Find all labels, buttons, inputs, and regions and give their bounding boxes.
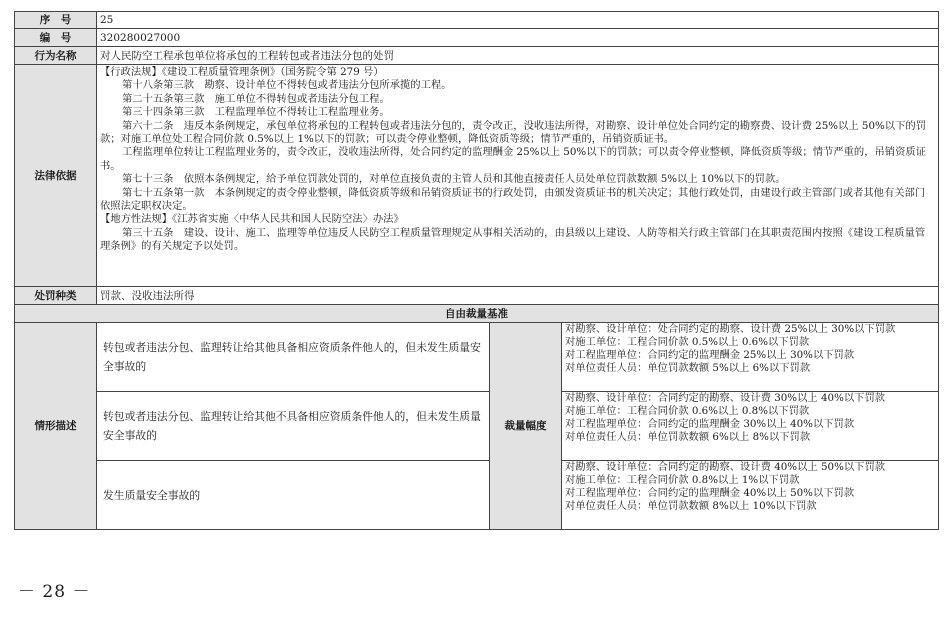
- range-line: 对勘察、设计单位：合同约定的勘察、设计费 30%以上 40%以下罚款: [565, 392, 886, 404]
- law-line: 第二十五条第三款 施工单位不得转包或者违法分包工程。: [122, 92, 390, 105]
- row-serial: [15, 12, 939, 29]
- row-behavior: [15, 47, 939, 65]
- range-line: 对工程监理单位：合同约定的监理酬金 25%以上 30%以下罚款: [565, 349, 855, 361]
- situation-desc: 发生质量安全事故的: [97, 461, 490, 530]
- range-line: 对勘察、设计单位：合同约定的勘察、设计费 40%以上 50%以下罚款: [565, 461, 886, 473]
- row-legal-basis: [15, 65, 939, 287]
- law-line: 第三十五条 建设、设计、施工、监理等单位违反人民防空工程质量管理规定从事相关活动的，由县级以上建设、人防等相关行政主管部门在其职责范围内按照《建设工程质量管理条例》的有关规定予以处罚。: [100, 226, 926, 253]
- law-line: 第十八条第三款 勘察、设计单位不得转包或者违法分包所承揽的工程。: [122, 79, 452, 92]
- penalty-type-value: 罚款、没收违法所得: [97, 287, 939, 305]
- range-line: 对施工单位：工程合同价款 0.8%以上 1%以下罚款: [565, 474, 800, 486]
- row-penalty-type: [15, 287, 939, 305]
- discretion-heading: 自由裁量基准: [15, 305, 939, 323]
- penalty-type-label: 处罚种类: [15, 287, 97, 305]
- law-line: 【地方性法规】《江苏省实施〈中华人民共和国人民防空法〉办法》: [100, 213, 404, 226]
- range-line: 对施工单位：工程合同价款 0.5%以上 0.6%以下罚款: [565, 336, 810, 348]
- law-line: 第三十四条第三款 工程监理单位不得转让工程监理业务。: [122, 106, 390, 119]
- range-cell: [562, 392, 939, 461]
- situation-row: [15, 392, 939, 461]
- situation-label: 情形描述: [15, 323, 97, 530]
- range-line: 对勘察、设计单位：处合同约定的勘察、设计费 25%以上 30%以下罚款: [565, 323, 896, 335]
- range-line: 对单位责任人员：单位罚款数额 5%以上 6%以下罚款: [565, 362, 811, 374]
- page-number: － 28 －: [18, 582, 91, 602]
- legal-basis-content: [97, 65, 939, 287]
- code-label: 编 号: [15, 29, 97, 47]
- behavior-label: 行为名称: [15, 47, 97, 65]
- law-line: 第七十三条 依照本条例规定，给予单位罚款处罚的，对单位直接负责的主管人员和其他直接责任人员处单位罚款数额 5%以上 10%以下的罚款。: [122, 173, 786, 186]
- row-code: [15, 29, 939, 47]
- range-line: 对工程监理单位：合同约定的监理酬金 40%以上 50%以下罚款: [565, 487, 855, 499]
- range-line: 对工程监理单位：合同约定的监理酬金 30%以上 40%以下罚款: [565, 418, 855, 430]
- range-cell: [562, 323, 939, 392]
- situation-row: [15, 323, 939, 392]
- range-line: 对单位责任人员：单位罚款数额 6%以上 8%以下罚款: [565, 431, 811, 443]
- range-label: 裁量幅度: [490, 323, 562, 530]
- legal-basis-label: 法律依据: [15, 65, 97, 287]
- law-line: 第七十五条第一款 本条例规定的责令停业整顿，降低资质等级和吊销资质证书的行政处罚，由颁发资质证书的机关决定；其他行政处罚，由建设行政主管部门或者其他有关部门依照法定职权决定。: [100, 186, 926, 213]
- situation-desc: 转包或者违法分包、监理转让给其他不具备相应资质条件他人的，但未发生质量安全事故的: [97, 392, 490, 461]
- range-line: 对施工单位：工程合同价款 0.6%以上 0.8%以下罚款: [565, 405, 810, 417]
- law-line: 【行政法规】《建设工程质量管理条例》（国务院令第 279 号）: [100, 66, 384, 78]
- code-value: 320280027000: [97, 29, 939, 47]
- law-line: 第六十二条 违反本条例规定，承包单位将承包的工程转包或者违法分包的，责令改正，没收违法所得，对勘察、设计单位处合同约定的勘察费、设计费 25%以上 50%以下的罚款；对施工单位处工程合同价款 0.5%以上 1%以下的罚款；可以责令停业整顿，降低资质等级；情节严重的，吊销资质证书。: [100, 119, 926, 146]
- penalty-table: [14, 11, 939, 530]
- law-line: 工程监理单位转让工程监理业务的，责令改正，没收违法所得，处合同约定的监理酬金 25%以上 50%以下的罚款；可以责令停业整顿，降低资质等级；情节严重的，吊销资质证书。: [100, 146, 926, 172]
- behavior-value: 对人民防空工程承包单位将承包的工程转包或者违法分包的处罚: [97, 47, 939, 65]
- situation-desc: 转包或者违法分包、监理转让给其他具备相应资质条件他人的，但未发生质量安全事故的: [97, 323, 490, 392]
- range-cell: [562, 461, 939, 530]
- range-line: 对单位责任人员：单位罚款数额 8%以上 10%以下罚款: [565, 500, 817, 512]
- serial-label: 序 号: [15, 12, 97, 29]
- row-discretion-heading: [15, 305, 939, 323]
- serial-value: 25: [97, 12, 939, 29]
- situation-row: [15, 461, 939, 530]
